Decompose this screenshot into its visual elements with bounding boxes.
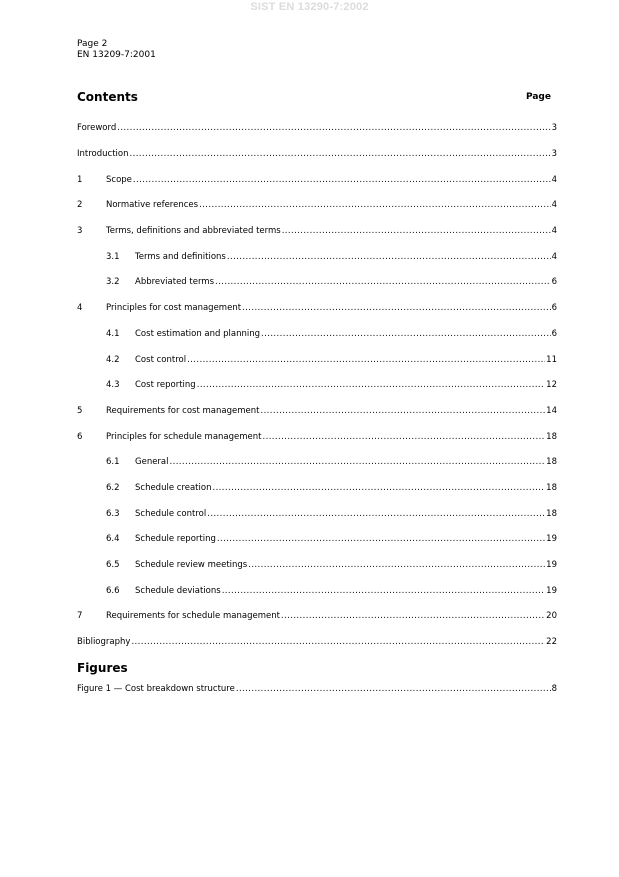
toc-leader: [133, 174, 551, 186]
toc-title: Principles for schedule management: [106, 432, 262, 442]
toc-page: 19: [546, 560, 557, 570]
toc-leader: [129, 148, 550, 160]
toc-page: 18: [546, 483, 557, 493]
figure-title: Figure 1 — Cost breakdown structure: [77, 684, 235, 694]
toc-leader: [261, 328, 551, 340]
toc-page: 12: [546, 380, 557, 390]
toc-entry-3-1[interactable]: [106, 251, 557, 263]
toc-title: Cost estimation and planning: [135, 329, 261, 339]
toc-entry-terms-definitions[interactable]: [77, 225, 557, 237]
toc-leader: [199, 199, 551, 211]
toc-title: Foreword: [77, 123, 117, 133]
toc-number: 4.3: [106, 380, 120, 390]
toc-title: General: [135, 457, 169, 467]
toc-leader: [263, 431, 546, 443]
toc-page: 4: [551, 226, 557, 236]
toc-title: Scope: [106, 175, 132, 185]
toc-leader: [227, 251, 551, 263]
toc-number: 3.2: [106, 277, 120, 287]
toc-number: 6.6: [106, 586, 120, 596]
toc-page: 4: [551, 252, 557, 262]
toc-title: Schedule reporting: [135, 534, 216, 544]
toc-title: Abbreviated terms: [135, 277, 215, 287]
toc-page: 4: [551, 175, 557, 185]
toc-entry-introduction[interactable]: [77, 148, 557, 160]
toc-title: Cost control: [135, 355, 187, 365]
toc-title: Schedule creation: [135, 483, 212, 493]
toc-entry-foreword[interactable]: [77, 122, 557, 134]
toc-entry-normative-references[interactable]: [77, 199, 557, 211]
toc-page: 6: [551, 303, 557, 313]
document-id: EN 13209-7:2001: [77, 50, 156, 60]
toc-page: 18: [546, 432, 557, 442]
figures-heading: Figures: [77, 661, 128, 675]
toc-number: 6.3: [106, 509, 120, 519]
page-header: [77, 39, 156, 61]
page-column-label: Page: [526, 92, 551, 102]
toc-entry-4-3[interactable]: [106, 379, 557, 391]
toc-page: 14: [546, 406, 557, 416]
toc-entry-6-3[interactable]: [106, 508, 557, 520]
toc-entry-bibliography[interactable]: [77, 636, 557, 648]
toc-title: Schedule control: [135, 509, 207, 519]
page-number: Page 2: [77, 39, 108, 49]
toc-entry-principles-cost[interactable]: [77, 302, 557, 314]
toc-page: 20: [546, 611, 557, 621]
toc-entry-4-2[interactable]: [106, 354, 557, 366]
toc-number: 4.2: [106, 355, 120, 365]
toc-number: 6.4: [106, 534, 120, 544]
toc-title: Requirements for schedule management: [106, 611, 280, 621]
figure-page: 8: [551, 684, 557, 694]
toc-number: 2: [77, 200, 83, 210]
toc-entry-6-2[interactable]: [106, 482, 557, 494]
toc-page: 3: [551, 123, 557, 133]
toc-title: Requirements for cost management: [106, 406, 260, 416]
toc-number: 3: [77, 226, 83, 236]
toc-number: 3.1: [106, 252, 120, 262]
toc-title: Cost reporting: [135, 380, 196, 390]
toc-leader: [170, 456, 546, 468]
toc-title: Introduction: [77, 149, 129, 159]
toc-leader: [187, 354, 545, 366]
toc-page: 18: [546, 509, 557, 519]
contents-heading: Contents: [77, 90, 138, 104]
toc-entry-requirements-schedule[interactable]: [77, 610, 557, 622]
toc-entry-3-2[interactable]: [106, 276, 557, 288]
toc-page: 22: [546, 637, 557, 647]
toc-title: Schedule deviations: [135, 586, 221, 596]
toc-title: Principles for cost management: [106, 303, 242, 313]
toc-number: 4.1: [106, 329, 120, 339]
toc-entry-6-6[interactable]: [106, 585, 557, 597]
toc-number: 6: [77, 432, 83, 442]
toc-leader: [242, 302, 551, 314]
watermark: SIST EN 13290-7:2002: [250, 1, 369, 13]
toc-page: 6: [551, 329, 557, 339]
toc-entry-6-4[interactable]: [106, 533, 557, 545]
toc-leader: [282, 225, 551, 237]
toc-page: 19: [546, 534, 557, 544]
toc-title: Bibliography: [77, 637, 131, 647]
toc-page: 11: [546, 355, 557, 365]
toc-leader: [197, 379, 545, 391]
toc-title: Terms, definitions and abbreviated terms: [106, 226, 281, 236]
toc-entry-4-1[interactable]: [106, 328, 557, 340]
toc-page: 4: [551, 200, 557, 210]
toc-number: 6.5: [106, 560, 120, 570]
toc-leader: [217, 533, 545, 545]
toc-leader: [117, 122, 550, 134]
toc-leader: [215, 276, 551, 288]
toc-page: 19: [546, 586, 557, 596]
toc-page: 18: [546, 457, 557, 467]
toc-title: Terms and definitions: [135, 252, 226, 262]
toc-leader: [131, 636, 545, 648]
toc-title: Schedule review meetings: [135, 560, 248, 570]
toc-number: 5: [77, 406, 83, 416]
toc-entry-principles-schedule[interactable]: [77, 431, 557, 443]
toc-number: 4: [77, 303, 83, 313]
toc-number: 7: [77, 611, 83, 621]
toc-leader: [248, 559, 545, 571]
toc-leader: [207, 508, 545, 520]
toc-number: 1: [77, 175, 83, 185]
toc-entry-requirements-cost[interactable]: [77, 405, 557, 417]
toc-entry-6-5[interactable]: [106, 559, 557, 571]
toc-leader: [212, 482, 545, 494]
toc-page: 6: [551, 277, 557, 287]
toc-page: 3: [551, 149, 557, 159]
toc-number: 6.2: [106, 483, 120, 493]
toc-number: 6.1: [106, 457, 120, 467]
toc-leader: [236, 683, 551, 695]
toc-title: Normative references: [106, 200, 199, 210]
toc-leader: [281, 610, 545, 622]
toc-entry-scope[interactable]: [77, 174, 557, 186]
toc-leader: [260, 405, 545, 417]
toc-leader: [222, 585, 545, 597]
figure-entry-1[interactable]: [77, 683, 557, 695]
toc-entry-6-1[interactable]: [106, 456, 557, 468]
